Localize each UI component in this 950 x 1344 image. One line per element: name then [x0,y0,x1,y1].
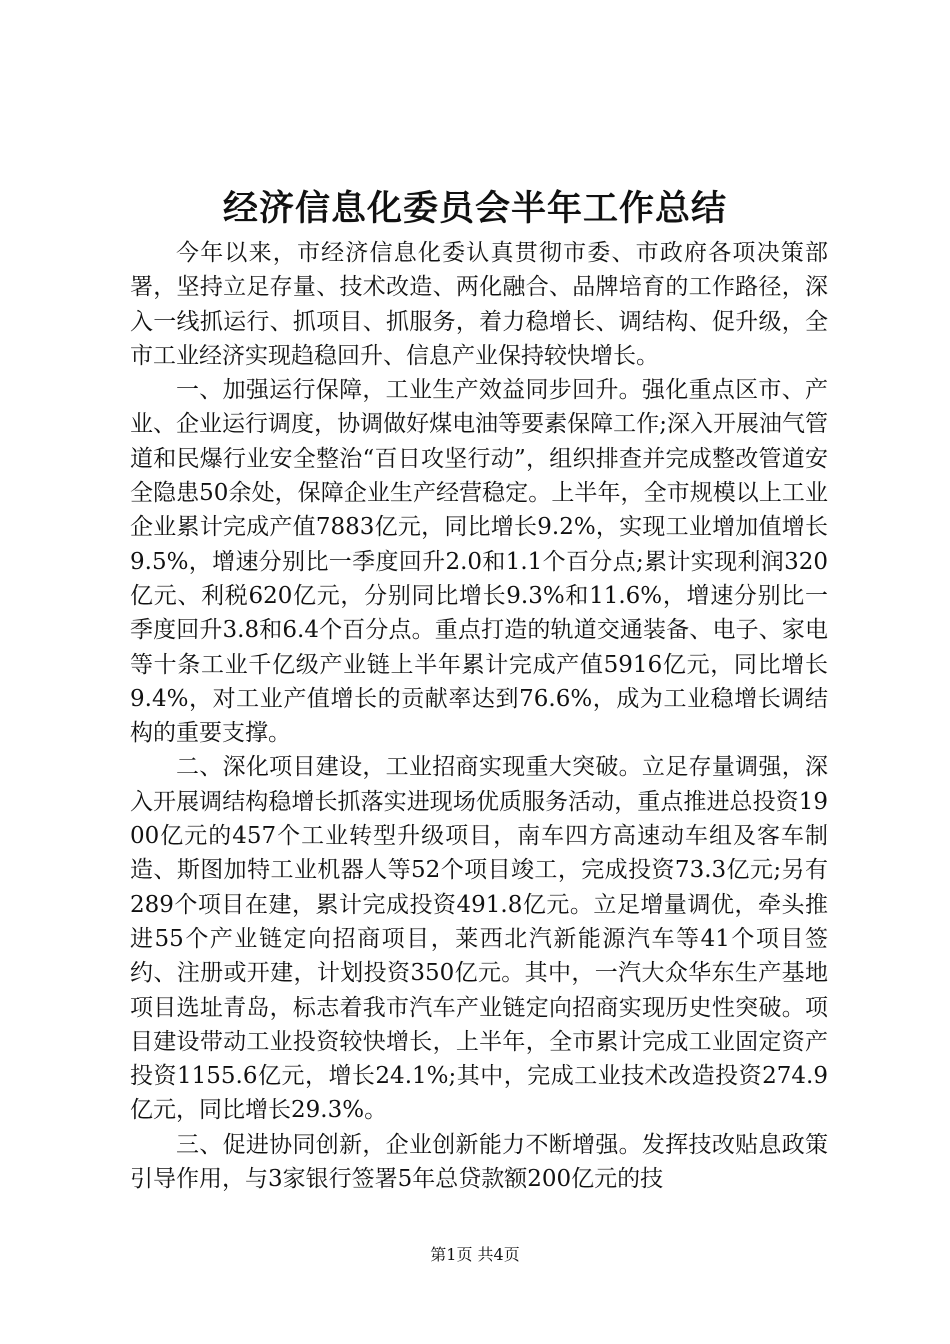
page-number-footer: 第1页 共4页 [430,1245,520,1264]
paragraph-section-2: 二、深化项目建设，工业招商实现重大突破。立足存量调强，深入开展调结构稳增长抓落实进现场优质服务活动，重点推进总投资1900亿元的457个工业转型升级项目，南车四方高速动车组及客车制造、斯图加特工业机器人等52个项目竣工，完成投资73.3亿元;另有289个项目在建，累计完成投资491.8亿元。立足增量调优，牵头推进55个产业链定向招商项目，莱西北汽新能源汽车等41个项目签约、注册或开建，计划投资350亿元。其中，一汽大众华东生产基地项目选址青岛，标志着我市汽车产业链定向招商实现历史性突破。项目建设带动工业投资较快增长，上半年，全市累计完成工业固定资产投资1155.6亿元，增长24.1%;其中，完成工业技术改造投资274.9亿元，同比增长29.3%。 [130,754,828,1124]
paragraph-section-1: 一、加强运行保障，工业生产效益同步回升。强化重点区市、产业、企业运行调度，协调做好煤电油等要素保障工作;深入开展油气管道和民爆行业安全整治“百日攻坚行动”，组织排查并完成整改管道安全隐患50余处，保障企业生产经营稳定。上半年，全市规模以上工业企业累计完成产值7883亿元，同比增长9.2%，实现工业增加值增长9.5%，增速分别比一季度回升2.0和1.1个百分点;累计实现利润320亿元、利税620亿元，分别同比增长9.3%和11.6%，增速分别比一季度回升3.8和6.4个百分点。重点打造的轨道交通装备、电子、家电等十条工业千亿级产业链上半年累计完成产值5916亿元，同比增长9.4%，对工业产值增长的贡献率达到76.6%，成为工业稳增长调结构的重要支撑。 [130,377,828,747]
document-title: 经济信息化委员会半年工作总结 [222,188,727,229]
document-body [130,236,828,1196]
paragraph-section-3: 三、促进协同创新，企业创新能力不断增强。发挥技改贴息政策引导作用，与3家银行签署5年总贷款额200亿元的技 [130,1131,828,1193]
paragraph-intro: 今年以来，市经济信息化委认真贯彻市委、市政府各项决策部署，坚持立足存量、技术改造、两化融合、品牌培育的工作路径，深入一线抓运行、抓项目、抓服务，着力稳增长、调结构、促升级，全市工业经济实现趋稳回升、信息产业保持较快增长。 [130,240,828,369]
